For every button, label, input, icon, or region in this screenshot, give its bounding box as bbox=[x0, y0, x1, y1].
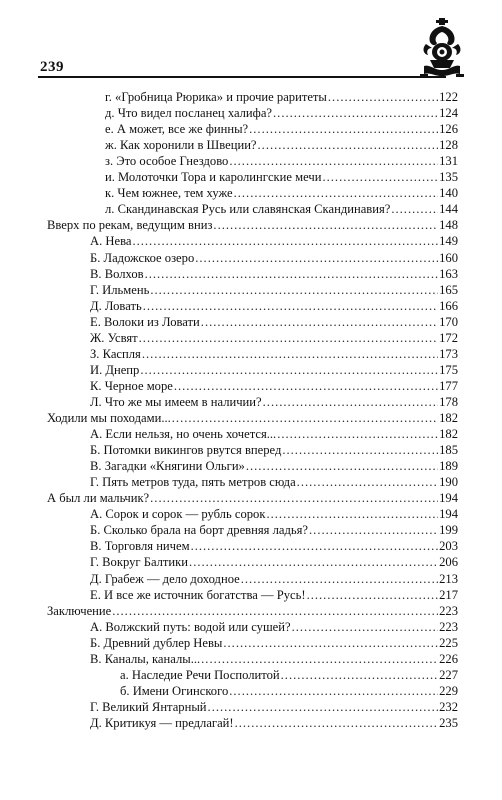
toc-leader-dots bbox=[391, 201, 438, 217]
decorative-emblem-icon bbox=[420, 18, 464, 78]
toc-entry-title: Г. Ильмень bbox=[90, 282, 150, 297]
toc-leader-dots bbox=[246, 458, 438, 474]
toc-leader-dots bbox=[263, 394, 438, 410]
toc-entry-page: 148 bbox=[439, 218, 458, 233]
toc-entry-title: А. Если нельзя, но очень хочется... bbox=[90, 427, 277, 442]
toc-entry-page: 140 bbox=[439, 186, 458, 201]
toc-leader-dots bbox=[150, 490, 438, 506]
toc-entry-page: 165 bbox=[439, 282, 458, 297]
toc-entry-page: 124 bbox=[439, 106, 458, 121]
toc-entry-page: 178 bbox=[439, 394, 458, 409]
toc-entry bbox=[90, 506, 458, 522]
toc-entry bbox=[90, 635, 458, 651]
toc-entry-page: 190 bbox=[439, 475, 458, 490]
toc-entry bbox=[90, 346, 458, 362]
toc-entry-title: к. Чем южнее, тем хуже bbox=[105, 186, 233, 201]
toc-entry bbox=[90, 619, 458, 635]
toc-entry-title: В. Каналы, каналы... bbox=[90, 651, 201, 666]
toc-entry-page: 182 bbox=[439, 427, 458, 442]
header-rule bbox=[38, 76, 446, 78]
toc-entry-title: Б. Сколько брала на борт древняя ладья? bbox=[90, 523, 309, 538]
toc-entry-title: и. Молоточки Тора и каролингские мечи bbox=[105, 170, 322, 185]
toc-entry bbox=[90, 266, 458, 282]
toc-entry-title: Е. Волоки из Ловати bbox=[90, 314, 200, 329]
toc-entry bbox=[90, 571, 458, 587]
toc-entry-page: 203 bbox=[439, 539, 458, 554]
toc-leader-dots bbox=[132, 233, 438, 249]
toc-entry bbox=[105, 137, 458, 153]
toc-entry-title: Д. Грабеж — дело доходное bbox=[90, 571, 240, 586]
toc-entry-title: а. Наследие Речи Посполитой bbox=[120, 667, 280, 682]
toc-entry bbox=[90, 651, 458, 667]
toc-entry-page: 128 bbox=[439, 138, 458, 153]
toc-entry bbox=[105, 185, 458, 201]
toc-leader-dots bbox=[191, 538, 439, 554]
toc-leader-dots bbox=[241, 571, 438, 587]
toc-entry-page: 229 bbox=[439, 683, 458, 698]
toc-leader-dots bbox=[229, 683, 438, 699]
toc-entry bbox=[47, 603, 458, 619]
toc-entry bbox=[90, 250, 458, 266]
toc-leader-dots bbox=[142, 346, 438, 362]
toc-leader-dots bbox=[174, 378, 438, 394]
toc-entry-page: 173 bbox=[439, 346, 458, 361]
toc-entry bbox=[90, 426, 458, 442]
toc-entry-title: Г. Вокруг Балтики bbox=[90, 555, 189, 570]
toc-entry-title: В. Загадки «Княгини Ольги» bbox=[90, 459, 245, 474]
toc-leader-dots bbox=[201, 314, 438, 330]
toc-leader-dots bbox=[328, 89, 438, 105]
toc-entry bbox=[90, 378, 458, 394]
toc-entry-page: 213 bbox=[439, 571, 458, 586]
toc-entry-page: 194 bbox=[439, 507, 458, 522]
toc-leader-dots bbox=[281, 667, 438, 683]
toc-entry-page: 223 bbox=[439, 619, 458, 634]
toc-leader-dots bbox=[229, 153, 438, 169]
toc-leader-dots bbox=[273, 105, 438, 121]
toc-leader-dots bbox=[266, 506, 438, 522]
toc-entry bbox=[90, 587, 458, 603]
toc-entry-page: 225 bbox=[439, 635, 458, 650]
toc-leader-dots bbox=[145, 266, 439, 282]
toc-entry-page: 235 bbox=[439, 715, 458, 730]
toc-entry-title: А. Сорок и сорок — рубль сорок bbox=[90, 507, 266, 522]
toc-leader-dots bbox=[282, 442, 438, 458]
toc-entry bbox=[105, 153, 458, 169]
toc-leader-dots bbox=[201, 651, 438, 667]
toc-entry-page: 217 bbox=[439, 587, 458, 602]
toc-leader-dots bbox=[309, 522, 438, 538]
toc-leader-dots bbox=[235, 715, 439, 731]
toc-entry-title: Ж. Усвят bbox=[90, 330, 138, 345]
toc-entry bbox=[90, 394, 458, 410]
toc-entry bbox=[105, 121, 458, 137]
page-number: 239 bbox=[40, 59, 64, 75]
toc-entry-page: 126 bbox=[439, 122, 458, 137]
toc-entry-title: З. Каспля bbox=[90, 346, 141, 361]
toc-entry-page: 170 bbox=[439, 314, 458, 329]
toc-entry bbox=[105, 201, 458, 217]
toc-entry-page: 182 bbox=[439, 411, 458, 425]
toc-leader-dots bbox=[307, 587, 439, 603]
toc-entry bbox=[105, 89, 458, 105]
toc-entry bbox=[90, 522, 458, 538]
toc-leader-dots bbox=[297, 474, 438, 490]
toc-entry-title: б. Имени Огинского bbox=[120, 683, 229, 698]
toc-entry-page: 160 bbox=[439, 250, 458, 265]
toc-leader-dots bbox=[292, 619, 439, 635]
toc-leader-dots bbox=[150, 282, 438, 298]
toc-leader-dots bbox=[189, 554, 438, 570]
toc-leader-dots bbox=[172, 410, 438, 426]
toc-entry bbox=[47, 217, 458, 233]
toc-leader-dots bbox=[139, 330, 438, 346]
toc-entry-title: Заключение bbox=[47, 603, 112, 618]
toc-entry-page: 131 bbox=[439, 154, 458, 169]
toc-entry-title: В. Торговля ничем bbox=[90, 539, 190, 554]
toc-entry-page: 149 bbox=[439, 234, 458, 249]
toc-leader-dots bbox=[249, 121, 438, 137]
toc-entry-title: г. «Гробница Рюрика» и прочие раритеты bbox=[105, 90, 327, 104]
toc-entry bbox=[90, 538, 458, 554]
toc-entry-title: Б. Потомки викингов рвутся вперед bbox=[90, 443, 282, 458]
toc-entry-title: Ходили мы походами... bbox=[47, 411, 171, 425]
toc-entry-title: д. Что видел посланец халифа? bbox=[105, 106, 273, 121]
toc-entry-title: ж. Как хоронили в Швеции? bbox=[105, 138, 257, 153]
toc-entry bbox=[47, 490, 458, 506]
toc-entry-title: К. Черное море bbox=[90, 378, 173, 393]
toc-leader-dots bbox=[277, 426, 438, 442]
toc-entry-title: Б. Древний дублер Невы bbox=[90, 635, 223, 650]
toc-entry-title: Б. Ладожское озеро bbox=[90, 250, 195, 265]
toc-leader-dots bbox=[234, 185, 439, 201]
toc-entry bbox=[120, 667, 458, 683]
toc-entry-page: 144 bbox=[439, 202, 458, 217]
toc-entry-title: А. Нева bbox=[90, 234, 132, 249]
toc-entry-title: Л. Что же мы имеем в наличии? bbox=[90, 394, 262, 409]
toc-entry bbox=[90, 554, 458, 570]
toc-entry-title: Д. Ловать bbox=[90, 298, 142, 313]
toc-entry-page: 163 bbox=[439, 266, 458, 281]
toc-entry-page: 199 bbox=[439, 523, 458, 538]
toc-entry-title: Вверх по рекам, ведущим вниз bbox=[47, 218, 213, 233]
toc-entry-title: л. Скандинавская Русь или славянская Скандинавия? bbox=[105, 202, 391, 217]
toc-entry bbox=[90, 314, 458, 330]
toc-entry bbox=[90, 282, 458, 298]
toc-entry-title: В. Волхов bbox=[90, 266, 144, 281]
toc-entry bbox=[47, 410, 458, 426]
toc-entry bbox=[90, 330, 458, 346]
toc-entry-page: 227 bbox=[439, 667, 458, 682]
toc-entry bbox=[105, 105, 458, 121]
toc-entry bbox=[90, 474, 458, 490]
toc-entry-page: 206 bbox=[439, 555, 458, 570]
toc-entry-page: 194 bbox=[439, 491, 458, 506]
toc-leader-dots bbox=[213, 217, 438, 233]
toc-entry-page: 172 bbox=[439, 330, 458, 345]
toc-entry-title: А был ли мальчик? bbox=[47, 491, 150, 506]
toc-entry bbox=[90, 233, 458, 249]
toc-entry-page: 232 bbox=[439, 699, 458, 714]
toc-entry-page: 135 bbox=[439, 170, 458, 185]
toc-leader-dots bbox=[140, 362, 438, 378]
toc-entry-page: 175 bbox=[439, 362, 458, 377]
toc-entry bbox=[90, 715, 458, 731]
toc-entry bbox=[120, 683, 458, 699]
toc-entry-page: 122 bbox=[439, 90, 458, 104]
toc-entry-title: А. Волжский путь: водой или сушей? bbox=[90, 619, 291, 634]
toc-leader-dots bbox=[322, 169, 438, 185]
toc-entry-title: И. Днепр bbox=[90, 362, 140, 377]
toc-entry-page: 166 bbox=[439, 298, 458, 313]
toc-entry-page: 177 bbox=[439, 378, 458, 393]
toc-leader-dots bbox=[112, 603, 438, 619]
toc-entry bbox=[90, 362, 458, 378]
toc-entry-title: Г. Пять метров туда, пять метров сюда bbox=[90, 475, 296, 490]
toc-entry-title: Е. И все же источник богатства — Русь! bbox=[90, 587, 306, 602]
toc-entry-page: 189 bbox=[439, 459, 458, 474]
toc-entry-title: е. А может, все же финны? bbox=[105, 122, 249, 137]
toc-leader-dots bbox=[195, 250, 438, 266]
toc-entry bbox=[90, 458, 458, 474]
toc-leader-dots bbox=[258, 137, 439, 153]
toc-entry bbox=[90, 442, 458, 458]
toc-entry-title: Д. Критикуя — предлагай! bbox=[90, 715, 234, 730]
toc-leader-dots bbox=[208, 699, 439, 715]
toc-entry-page: 223 bbox=[439, 603, 458, 618]
toc-leader-dots bbox=[223, 635, 438, 651]
toc-entry-page: 226 bbox=[439, 651, 458, 666]
toc-entry-title: з. Это особое Гнездово bbox=[105, 154, 229, 169]
toc-leader-dots bbox=[143, 298, 438, 314]
toc-entry bbox=[90, 699, 458, 715]
toc-entry-page: 185 bbox=[439, 443, 458, 458]
toc-entry-title: Г. Великий Янтарный bbox=[90, 699, 207, 714]
toc-entry bbox=[90, 298, 458, 314]
toc-entry bbox=[105, 169, 458, 185]
